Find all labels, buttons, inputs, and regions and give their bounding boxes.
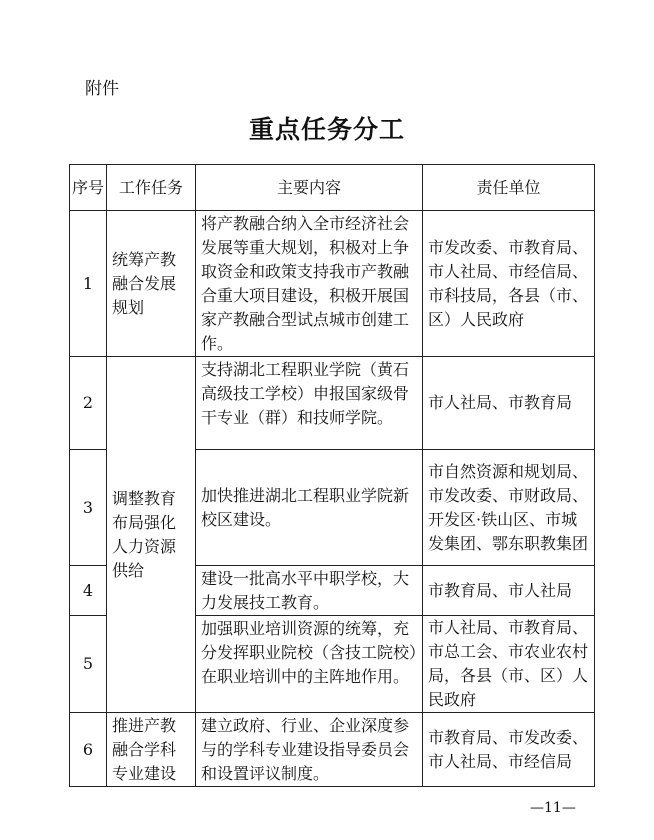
row-content: 建立政府、行业、企业深度参与的学科专业建设指导委员会和设置评议制度。: [196, 713, 423, 787]
row-content: 将产教融合纳入全市经济社会发展等重大规划，积极对上争取资金和政策支持我市产教融合重大项目建设，积极开展国家产教融合型试点城市创建工作。: [196, 211, 423, 357]
page-number: —11—: [530, 800, 576, 816]
row-unit: 市自然资源和规划局、市发改委、市财政局、开发区·铁山区、市城发集团、鄂东职教集团: [423, 450, 595, 566]
row-seq: 6: [70, 713, 107, 787]
table-header-row: [70, 165, 595, 211]
table-row: [70, 211, 595, 357]
header-seq: 序号: [70, 165, 107, 211]
row-unit: 市发改委、市教育局、市人社局、市经信局、市科技局，各县（市、区）人民政府: [423, 211, 595, 357]
header-task: 工作任务: [107, 165, 196, 211]
row-unit: 市教育局、市发改委、市人社局、市经信局: [423, 713, 595, 787]
row-unit: 市人社局、市教育局: [423, 357, 595, 450]
header-content: 主要内容: [196, 165, 423, 211]
row-seq: 5: [70, 616, 107, 713]
table-row: [70, 357, 595, 450]
row-task: 推进产教融合学科专业建设: [107, 713, 196, 787]
header-unit: 责任单位: [423, 165, 595, 211]
row-content: 加强职业培训资源的统筹，充分发挥职业院校（含技工院校）在职业培训中的主阵地作用。: [196, 616, 423, 713]
row-content: 支持湖北工程职业学院（黄石高级技工学校）申报国家级骨干专业（群）和技师学院。: [196, 357, 423, 450]
row-task: 统筹产教融合发展规划: [107, 211, 196, 357]
row-seq: 4: [70, 566, 107, 616]
table-row: [70, 713, 595, 787]
row-task: 调整教育布局强化人力资源供给: [107, 357, 196, 713]
row-content: 建设一批高水平中职学校，大力发展技工教育。: [196, 566, 423, 616]
attachment-label: 附件: [85, 79, 119, 99]
row-unit: 市人社局、市教育局、市总工会、市农业农村局，各县（市、区）人民政府: [423, 616, 595, 713]
row-unit: 市教育局、市人社局: [423, 566, 595, 616]
row-content: 加快推进湖北工程职业学院新校区建设。: [196, 450, 423, 566]
row-seq: 2: [70, 357, 107, 450]
task-division-table: [69, 164, 595, 787]
row-seq: 3: [70, 450, 107, 566]
row-seq: 1: [70, 211, 107, 357]
page-title: 重点任务分工: [248, 115, 405, 144]
